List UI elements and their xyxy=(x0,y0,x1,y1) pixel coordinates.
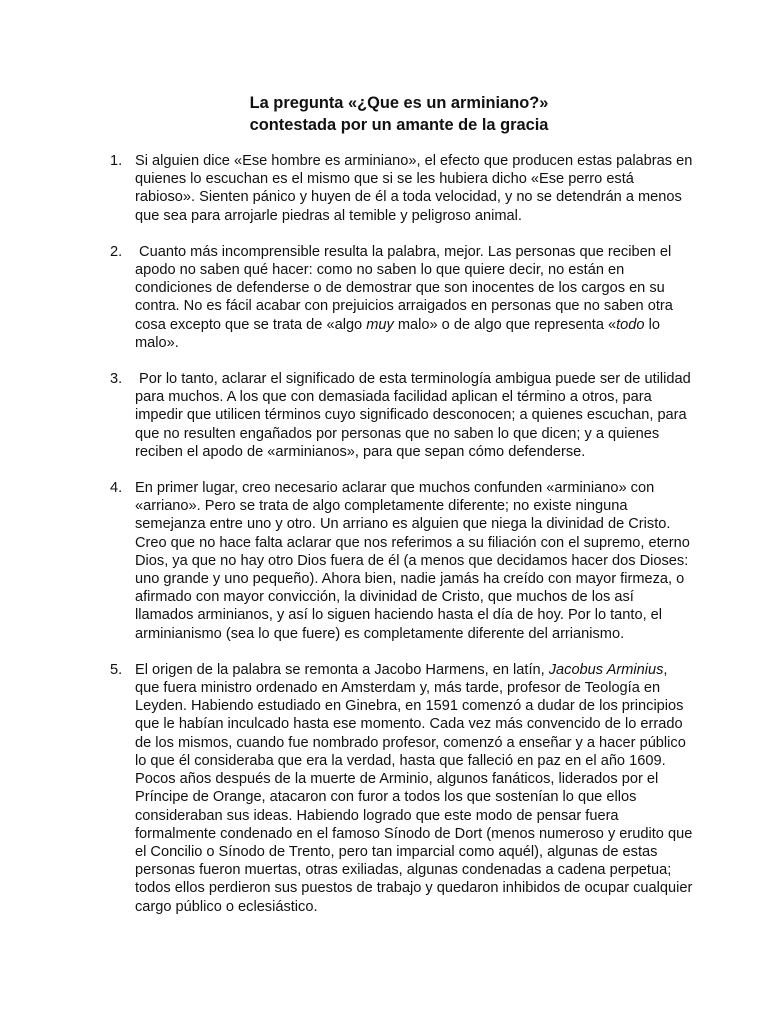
text-line: Pocos años después de la muerte de Arminio, algunos fanáticos, liderados por el xyxy=(135,771,659,788)
list-number: 2. xyxy=(110,243,123,260)
text-line: Cuanto más incomprensible resulta la palabra, mejor. Las personas que reciben el xyxy=(135,243,672,260)
text-line: que le habían inculcado hasta ese momento. Cada vez más convencido de lo errado xyxy=(135,716,683,733)
text-line: malo». xyxy=(135,334,179,351)
text-line: Dios, ya que no hay otro Dios fuera de él (a menos que decidamos hacer dos Dioses: xyxy=(135,552,689,569)
text-line: todos ellos perdieron sus puestos de trabajo y quedaron inhibidos de ocupar cualquier xyxy=(135,880,693,897)
text-line: para muchos. A los que con demasiada facilidad aplican el término a otros, para xyxy=(135,389,652,406)
document-title xyxy=(0,92,768,136)
text-fragment: lo xyxy=(644,316,660,333)
text-line: En primer lugar, creo necesario aclarar que muchos confunden «arminiano» con xyxy=(135,480,655,497)
paragraph xyxy=(135,661,725,916)
text-line: Leyden. Habiendo estudiado en Ginebra, en 1591 comenzó a dudar de los principios xyxy=(135,698,684,715)
numbered-list xyxy=(0,152,768,934)
paragraph xyxy=(135,479,725,643)
text-line: impedir que utilicen términos cuyo significado desconocen; a quienes escuchan, para xyxy=(135,407,687,424)
text-line: condiciones de defenderse o de demostrar que son inocentes de los cargos en su xyxy=(135,280,665,297)
list-item xyxy=(0,370,768,461)
text-line: llamados arminianos, y así lo siguen haciendo hasta el día de hoy. Por lo tanto, el xyxy=(135,607,663,624)
text-line: consideraban sus ideas. Habiendo logrado que este modo de pensar fuera xyxy=(135,807,619,824)
italic-text: todo xyxy=(616,316,645,333)
list-item xyxy=(0,661,768,916)
text-line: reciben el apodo de «arminianos», para que sepan cómo defenderse. xyxy=(135,443,586,460)
list-item xyxy=(0,479,768,643)
text-line xyxy=(135,661,725,679)
text-fragment: malo» o de algo que representa « xyxy=(393,316,617,333)
text-line: contra. No es fácil acabar con prejuicios arraigados en personas que no saben otra xyxy=(135,298,673,315)
text-line: personas fueron muertas, otras exiliadas, algunas condenadas a cadena perpetua; xyxy=(135,862,672,879)
list-item xyxy=(0,152,768,225)
list-number: 4. xyxy=(110,480,123,497)
text-fragment: , xyxy=(663,661,668,678)
italic-text: muy xyxy=(366,316,394,333)
text-line: que sea para arrojarle piedras al temible y peligroso animal. xyxy=(135,207,522,224)
text-line: formalmente condenado en el famoso Sínodo de Dort (menos numeroso y erudito que xyxy=(135,825,693,842)
text-line: afirmado con mayor convicción, la divinidad de Cristo, que muchos de los así xyxy=(135,589,634,606)
italic-text: Jacobus Arminius xyxy=(548,661,664,678)
text-line: Príncipe de Orange, atacaron con furor a todos los que sostenían lo que ellos xyxy=(135,789,637,806)
paragraph xyxy=(135,370,725,461)
text-line: «arriano». Pero se trata de algo completamente diferente; no existe ninguna xyxy=(135,498,628,515)
text-fragment: cosa excepto que se trata de «algo xyxy=(135,316,367,333)
title-line-1: La pregunta «¿Que es un arminiano?» xyxy=(249,94,549,112)
text-line xyxy=(135,316,725,334)
text-line: apodo no saben qué hacer: como no saben lo que quiere decir, no están en xyxy=(135,262,625,279)
text-line: lo que él consideraba que era la verdad, hasta que falleció en paz en el año 1609. xyxy=(135,752,666,769)
text-fragment: El origen de la palabra se remonta a Jacobo Harmens, en latín, xyxy=(135,661,549,678)
paragraph xyxy=(135,152,725,225)
text-line: uno grande y uno pequeño). Ahora bien, nadie jamás ha creído con mayor firmeza, o xyxy=(135,571,685,588)
paragraph xyxy=(135,243,725,352)
text-line: Por lo tanto, aclarar el significado de esta terminología ambigua puede ser de utilidad xyxy=(135,371,691,388)
text-line: arminianismo (sea lo que fuere) es completamente diferente del arrianismo. xyxy=(135,625,625,642)
text-line: semejanza entre uno y otro. Un arriano es alguien que niega la divinidad de Cristo. xyxy=(135,516,671,533)
list-number: 3. xyxy=(110,371,123,388)
list-item xyxy=(0,243,768,352)
text-line: que no resulten engañados por personas que no saben lo que dicen; y a quienes xyxy=(135,425,660,442)
text-line: de los mismos, cuando fue nombrado profesor, comenzó a enseñar y a hacer público xyxy=(135,734,686,751)
title-line-2: contestada por un amante de la gracia xyxy=(249,116,549,134)
text-line: Si alguien dice «Ese hombre es arminiano», el efecto que producen estas palabras en xyxy=(135,153,693,169)
text-line: rabioso». Sienten pánico y huyen de él a toda velocidad, y no se detendrán a menos xyxy=(135,189,682,206)
text-line: el Concilio o Sínodo de Trento, pero tan imparcial como aquél), algunas de estas xyxy=(135,843,658,860)
text-line: que fuera ministro ordenado en Amsterdam y, más tarde, profesor de Teología en xyxy=(135,680,661,697)
text-line: cargo público o eclesiástico. xyxy=(135,898,318,915)
list-number: 5. xyxy=(110,661,123,678)
text-line: Creo que no hace falta aclarar que nos referimos a su filiación con el supremo, eterno xyxy=(135,534,690,551)
text-line: quienes lo escuchan es el mismo que si se les hubiera dicho «Ese perro está xyxy=(135,171,634,188)
list-number: 1. xyxy=(110,153,123,169)
